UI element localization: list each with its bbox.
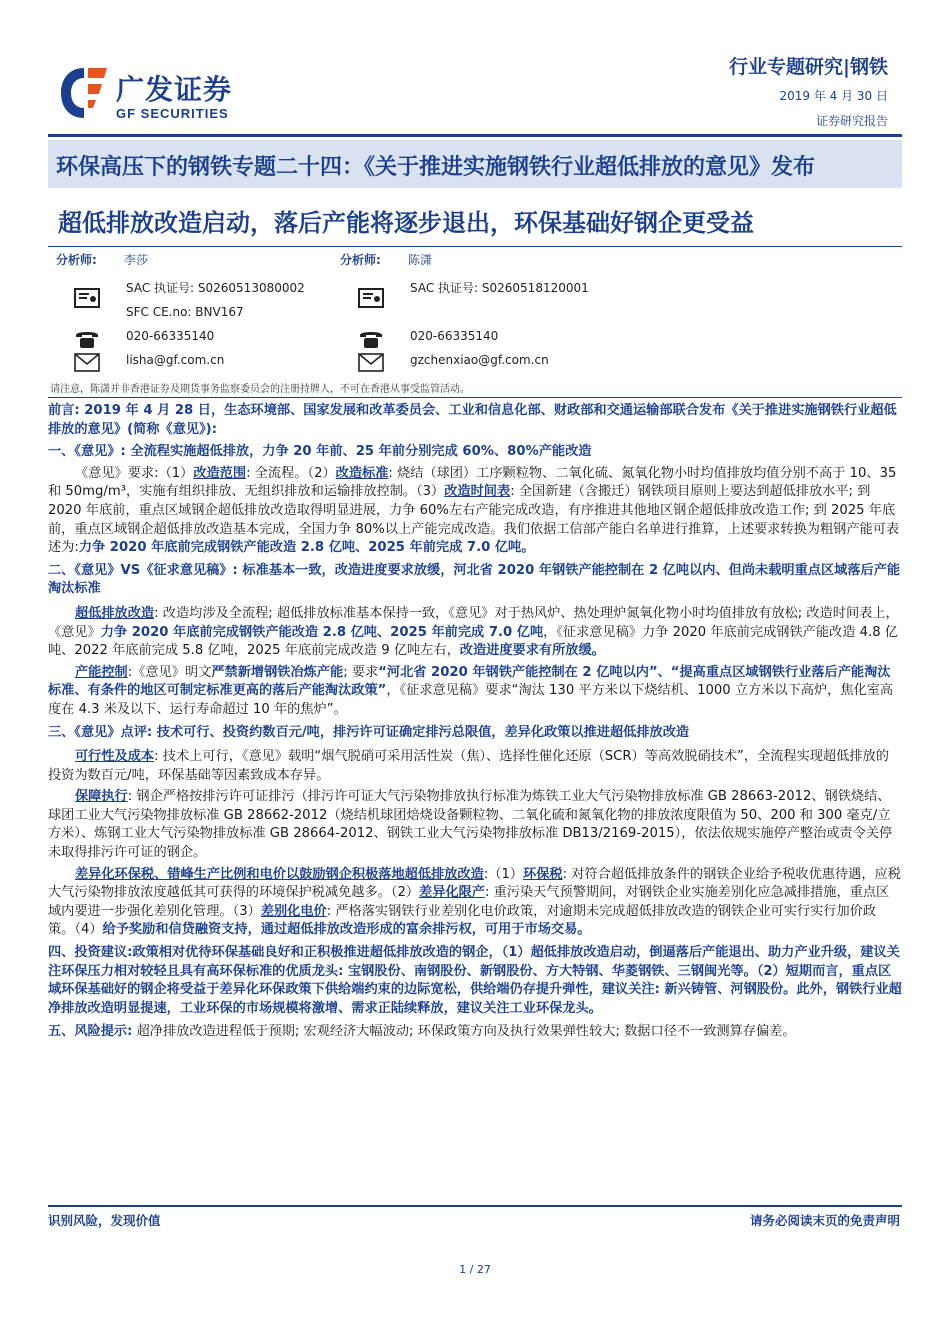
analyst-card (56, 248, 356, 372)
analyst-email-row (340, 348, 640, 372)
keyword: 改造范围 (193, 465, 247, 481)
analyst-sac: SAC 执证号: S0260518120001 (410, 281, 589, 295)
analyst-name: 陈潇 (408, 253, 433, 267)
paragraph: 《意见》要求:（1）改造范围: 全流程。（2）改造标准: 烧结（球团）工序颗粒物、二氧化硫、氮氧化物小时均值排放均值分别不高于 10、35 和 50mg/m³，实施有组织排放、无组织排放和运输排放控制。（3）改造时间表: 全国新建（含搬迁）钢铁项目原则上要达到超低排放水平; 到 2020 年底前，重点区域钢企超低排放改造取得明显进展，力争 60%左右产能完成改造，有序推进其他地区钢企超低排放改造工作; 到 2025 年底前，重点区域钢企超低排放改造基本完成，全国力争 80%以上产能完成改造。我们依据工信部产能白名单进行推算，上述要求转换为粗钢产能可表述为:力争 2020 年底前完成钢铁产能改造 2.8 亿吨、2025 年前完成 7.0 亿吨。 (48, 465, 900, 556)
telephone-icon (358, 328, 384, 350)
keyword: 改造标准 (335, 465, 389, 481)
report-headline: 超低排放改造启动，落后产能将逐步退出，环保基础好钢企更受益 (58, 209, 754, 237)
gf-logo-icon (58, 64, 110, 122)
highlight: 给予奖励和信贷融资支持，通过超低排放改造形成的富余排污权，可用于市场交易。 (102, 922, 591, 938)
footer-divider (48, 1205, 902, 1207)
analyst-sac-row (340, 276, 640, 300)
report-body (48, 402, 902, 1042)
analyst-email[interactable]: gzchenxiao@gf.com.cn (410, 353, 549, 367)
notice-divider (48, 397, 902, 398)
mail-icon (74, 352, 100, 374)
analyst-email-row (56, 348, 356, 372)
analyst-phone-row (340, 324, 640, 348)
highlight: 力争 2020 年底前完成钢铁产能改造 2.8 亿吨、2025 年前完成 7.0 亿吨 (100, 624, 544, 640)
report-type: 行业专题研究|钢铁 (729, 56, 888, 78)
highlight: “河北省 2020 年钢铁产能控制在 2 亿吨以内”、“提高重点区域钢铁行业落后产能淘汰标准、有条件的地区可制定标准更高的落后产能淘汰政策” (48, 664, 891, 699)
analyst-phone: 020-66335140 (410, 329, 499, 343)
analyst-block (48, 248, 902, 380)
company-logo (58, 64, 248, 126)
title-divider (48, 246, 902, 247)
paragraph: 差异化环保税、错峰生产比例和电价以鼓励钢企积极落地超低排放改造:（1）环保税: 对符合超低排放条件的钢铁企业给予税收优惠待遇，应税大气污染物排放浓度越低其可获得的环境保护税减免越多。（2）差异化限产: 重污染天气预警期间，对钢铁企业实施差别化应急减排措施，重点区域内要进一步强化差别化管理。（3）差别化电价: 严格落实钢铁行业差别化电价政策，对逾期未完成超低排放改造的钢铁企业可实行实行加价政策。（4）给予奖励和信贷融资支持，通过超低排放改造形成的富余排污权，可用于市场交易。 (48, 866, 901, 938)
regulatory-notice: 请注意，陈潇并非香港证券及期货事务监察委员会的注册持牌人，不可在香港从事受监管活动。 (50, 384, 470, 395)
report-header-info (729, 52, 888, 129)
page-number: 1 / 27 (459, 1263, 491, 1276)
keyword: 差异化环保税、错峰生产比例和电价以鼓励钢企积极落地超低排放改造 (75, 866, 484, 882)
section-label: 四、投资建议: (48, 945, 133, 961)
analyst-sfc-row (56, 300, 356, 324)
analyst-name: 李莎 (124, 253, 149, 267)
investment-advice-text: 政策相对优待环保基础良好和正积极推进超低排放改造的钢企，（1）超低排放改造启动，倒逼落后产能退出、助力产业升级，建议关注环保压力相对较轻且具有高环保标准的优质龙头: 宝钢股份、南钢股份、新钢股份、方大特钢、华菱钢铁、三钢闽光等。（2）短期而言，重点区域环保基础好的钢企将受益于差异化环保政策下供给端约束的边际宽松，供给端仍存提升弹性，建议关注: 新兴铸管、河钢股份。此外，钢铁行业超净排放改造明显提速，工业环保的市场规模将激增、需求正陆续释放，建议关注工业环保龙头。 (48, 945, 902, 1016)
preface-text: 2019 年 4 月 28 日，生态环境部、国家发展和改革委员会、工业和信息化部、财政部和交通运输部联合发布《关于推进实施钢铁行业超低排放的意见》(简称《意见》): (48, 403, 897, 437)
section-label: 五、风险提示: (48, 1024, 133, 1040)
preface-label: 前言: (48, 403, 80, 418)
preface (48, 402, 902, 439)
highlight: 力争 2020 年底前完成钢铁产能改造 2.8 亿吨、2025 年前完成 7.0 亿吨。 (78, 540, 535, 556)
footer-slogan: 识别风险，发现价值 (48, 1213, 161, 1228)
paragraph: 产能控制:《意见》明文严禁新增钢铁冶炼产能; 要求“河北省 2020 年钢铁产能控制在 2 亿吨以内”、“提高重点区域钢铁行业落后产能淘汰标准、有条件的地区可制定标准更高的落后产能淘汰政策”，《征求意见稿》要求“淘汰 130 平方米以下烧结机、1000 立方米以下高炉，焦化室高度在 4.3 米及以下、运行寿命超过 10 年的焦炉”。 (48, 664, 894, 717)
logo-name-en: GF SECURITIES (116, 106, 229, 121)
keyword: 超低排放改造 (75, 605, 155, 621)
investment-advice (48, 944, 902, 1018)
analyst-header (340, 248, 640, 272)
analyst-sfc-row (340, 300, 640, 324)
telephone-icon (74, 328, 100, 350)
analyst-label: 分析师: (56, 253, 97, 267)
logo-name-cn: 广发证券 (116, 73, 233, 106)
footer-disclaimer-link[interactable]: 请务必阅读末页的免责声明 (749, 1213, 900, 1228)
analyst-sfc: SFC CE.no: BNV167 (126, 305, 244, 319)
analyst-phone-row (56, 324, 356, 348)
section-heading: 二、《意见》VS《征求意见稿》: 标准基本一致，改造进度要求放缓，河北省 2020 年钢铁产能控制在 2 亿吨以内、但尚未载明重点区域落后产能淘汰标准 (48, 562, 901, 597)
section-heading: 三、《意见》点评: 技术可行、投资约数百元/吨，排污许可证确定排污总限值，差异化政策以推进超低排放改造 (48, 724, 690, 740)
report-date: 2019 年 4 月 30 日 (779, 89, 888, 103)
highlight: 改造进度要求有所放缓。 (459, 643, 605, 659)
mail-icon (358, 352, 384, 374)
keyword: 环保税 (523, 866, 563, 882)
risk-warning (48, 1023, 902, 1042)
analyst-sac-row (56, 276, 356, 300)
report-title: 环保高压下的钢铁专题二十四：《关于推进实施钢铁行业超低排放的意见》发布 (48, 140, 902, 188)
analyst-phone: 020-66335140 (126, 329, 215, 343)
report-subtitle: 证券研究报告 (815, 114, 888, 128)
analyst-label: 分析师: (340, 253, 381, 267)
keyword: 改造时间表 (444, 484, 511, 500)
keyword: 差别化电价 (260, 903, 327, 919)
header-divider (48, 134, 902, 137)
analyst-header (56, 248, 356, 272)
keyword: 保障执行 (75, 789, 128, 805)
analyst-sac: SAC 执证号: S0260513080002 (126, 281, 305, 295)
analyst-card (340, 248, 640, 372)
keyword: 产能控制 (75, 664, 128, 680)
risk-warning-text: 超净排放改造进程低于预期; 宏观经济大幅波动; 环保政策方向及执行效果弹性较大; 数据口径不一致测算存偏差。 (136, 1024, 796, 1040)
paragraph: 超低排放改造: 改造均涉及全流程; 超低排放标准基本保持一致，《意见》对于热风炉、热处理炉氮氧化物小时均值排放有放松; 改造时间表上，《意见》力争 2020 年底前完成钢铁产能改造 2.8 亿吨、2025 年前完成 7.0 亿吨，《征求意见稿》力争 2020 年底前完成钢铁产能改造 4.8 亿吨、2022 年底前完成 5.8 亿吨，2025 年底前完成改造 9 亿吨左右，改造进度要求有所放缓。 (48, 605, 899, 659)
keyword: 差异化限产 (419, 885, 485, 901)
keyword: 可行性及成本 (75, 749, 155, 765)
paragraph: 可行性及成本: 技术上可行，《意见》载明“烟气脱硝可采用活性炭（焦）、选择性催化还原（SCR）等高效脱硝技术”，全流程实现超低排放的投资为数百元/吨，环保基础等因素致成本存异。 (48, 749, 889, 783)
highlight: 严禁新增钢铁冶炼产能 (211, 664, 344, 680)
paragraph: 保障执行: 钢企严格按排污许可证排污（排污许可证大气污染物排放执行标准为炼铁工业大气污染物排放标准 GB 28663-2012、钢铁烧结、球团工业大气污染物排放标准 GB 28662-2012（烧结机球团焙烧设备颗粒物、二氧化硫和氮氧化物的排放浓度限值为 50、200 和 300 毫克/立方米）、炼钢工业大气污染物排放标准 GB 28664-2012、钢铁工业大气污染物排放标准 DB13/2169-2015），依法依规实施停产整治或责令关停未取得排污许可证的钢企。 (48, 789, 893, 861)
section-heading: 一、《意见》: 全流程实施超低排放，力争 20 年前、25 年前分别完成 60%、80%产能改造 (48, 444, 592, 460)
analyst-email[interactable]: lisha@gf.com.cn (126, 353, 225, 367)
